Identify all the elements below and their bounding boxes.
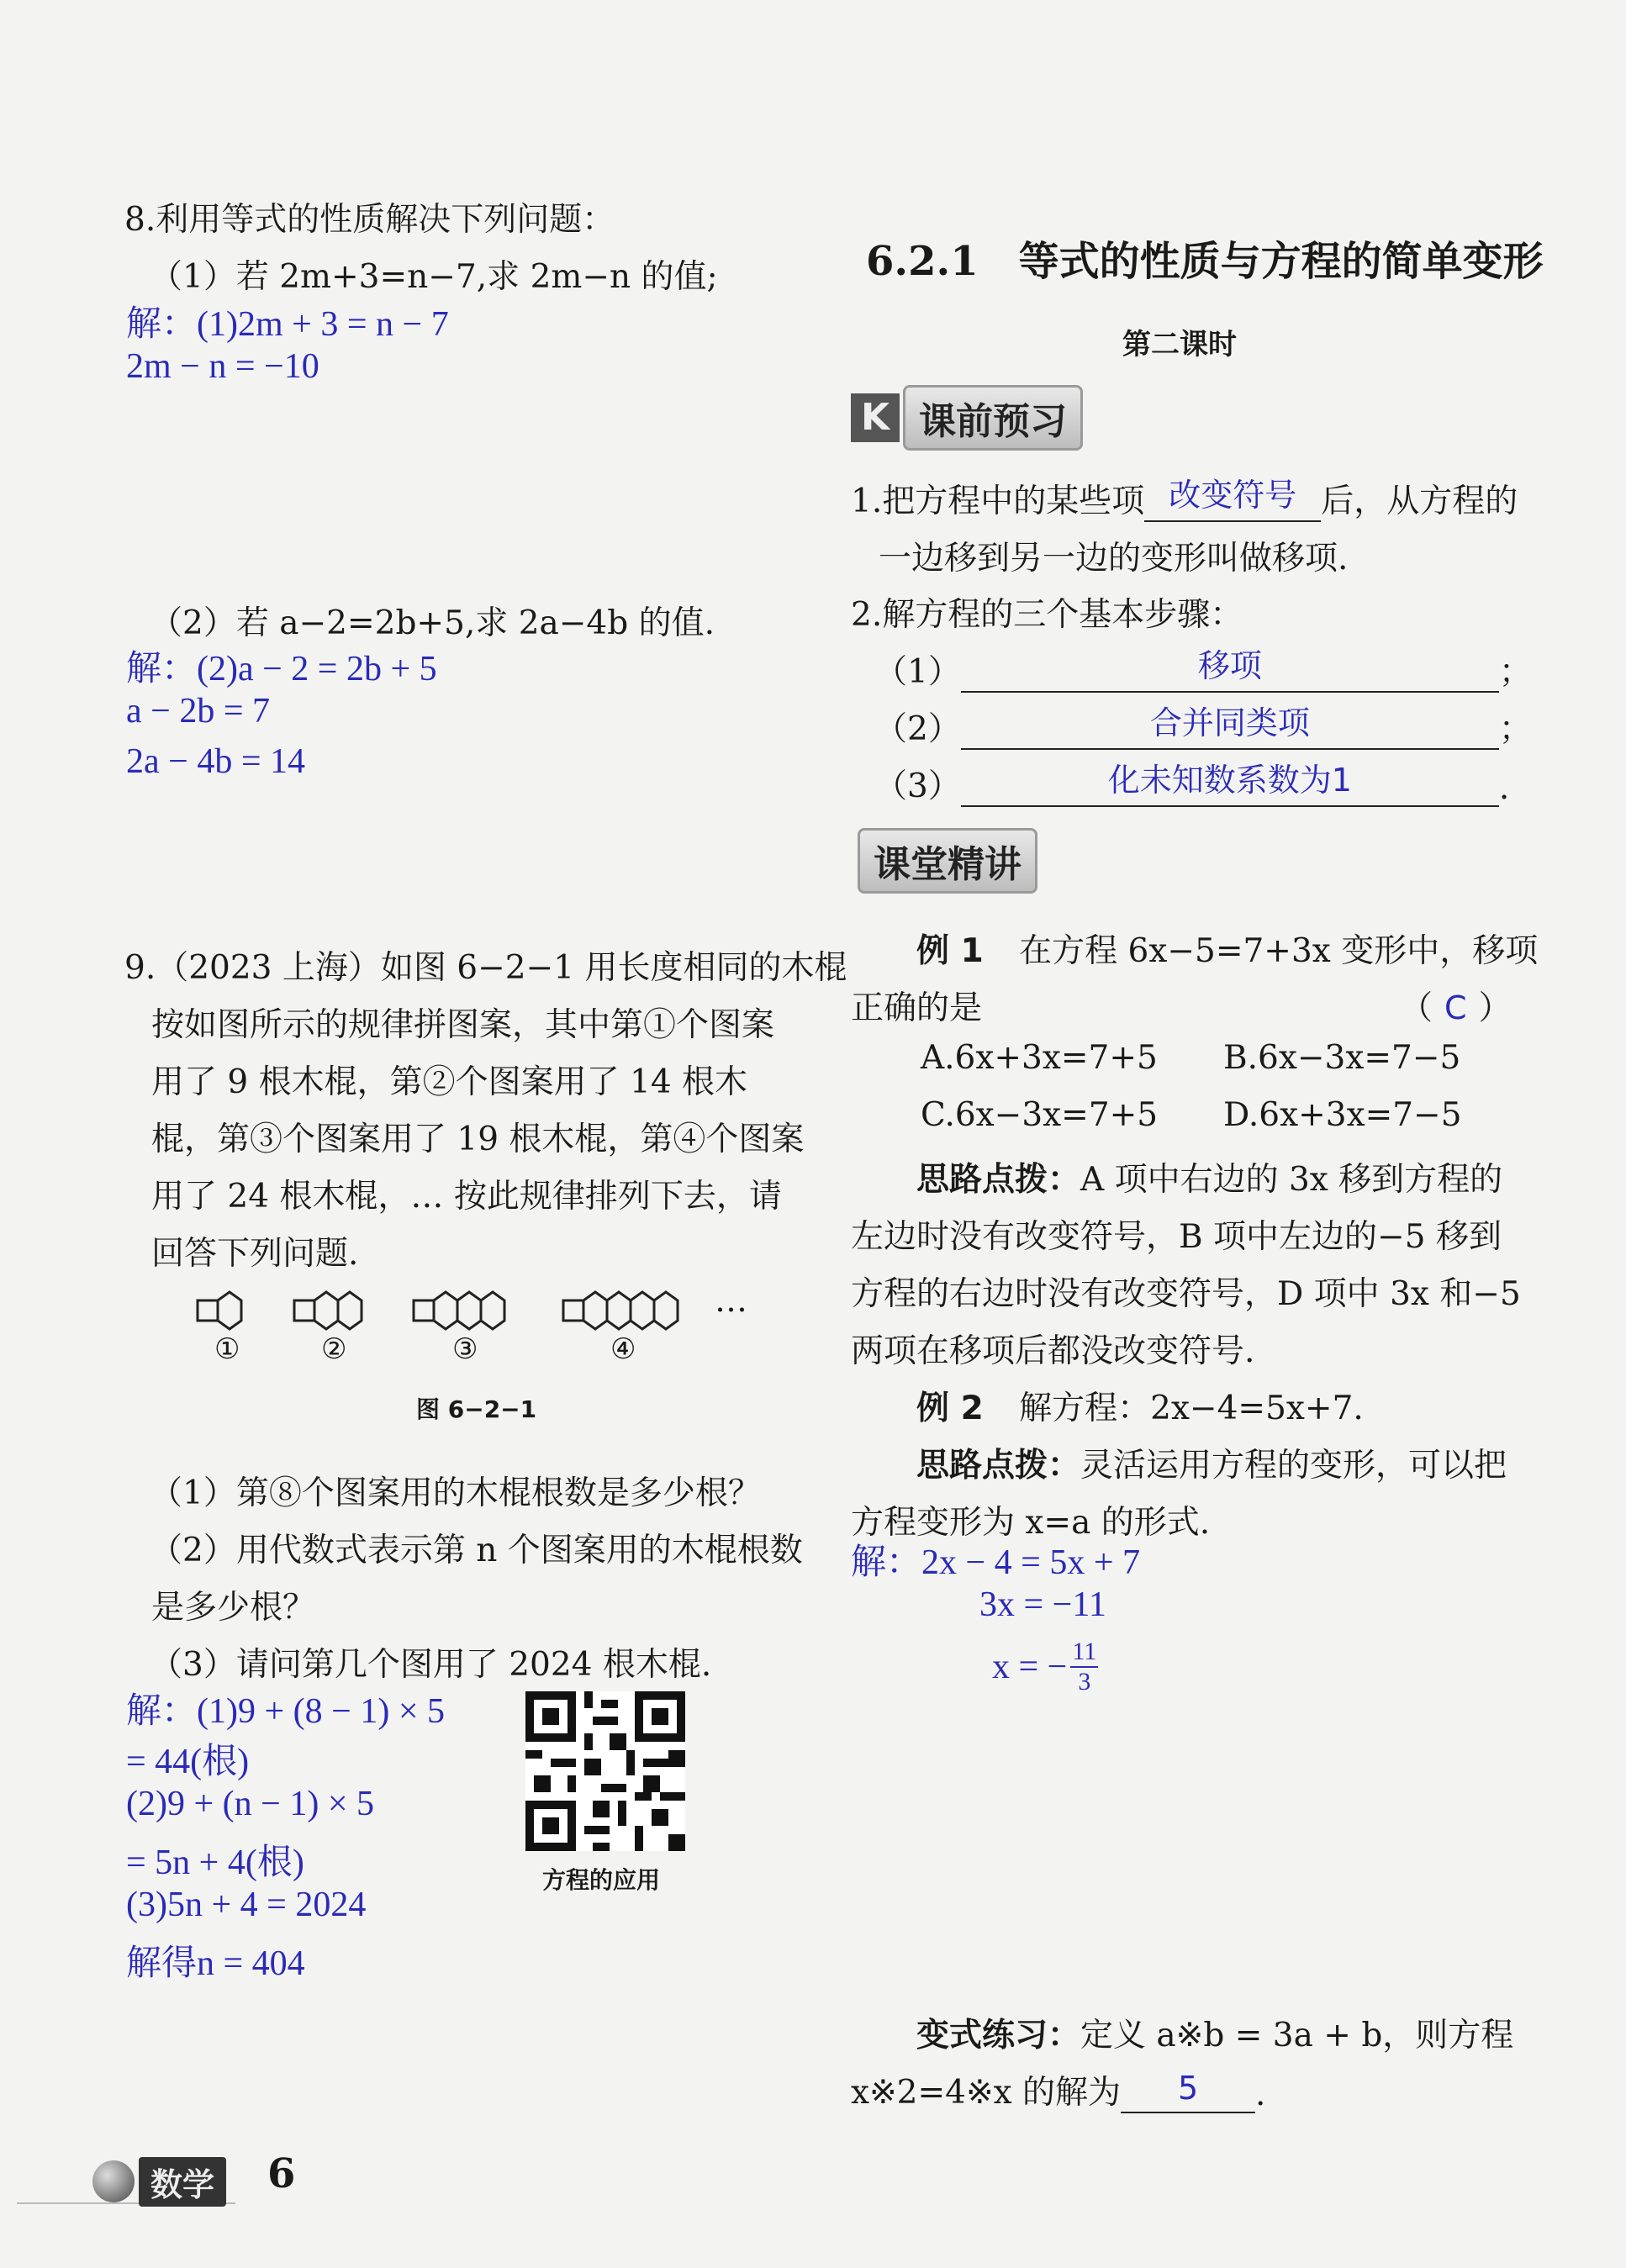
q9-line: 回答下列问题. (151, 1235, 359, 1273)
preview-q2: 2.解方程的三个基本步骤： (851, 596, 1243, 634)
q8-answer-line: 解：(1)2m + 3 = n − 7 (126, 305, 449, 344)
q9-subquestion: （3）请问第几个图用了 2024 根木棍. (150, 1646, 712, 1684)
step-num: （3） (874, 767, 961, 805)
step-end: . (1498, 769, 1510, 807)
q9-answer-line: (3)5n + 4 = 2024 (126, 1886, 367, 1924)
step-end: ； (1498, 653, 1532, 691)
qr-caption: 方程的应用 (542, 1866, 661, 1894)
preview-q1-text: 1.把方程中的某些项 (851, 483, 1145, 520)
variant-exercise (916, 2009, 1513, 2056)
pattern-label: ② (321, 1332, 347, 1366)
fill-answer: 合并同类项 (1149, 704, 1310, 741)
fill-answer: 化未知数系数为1 (1107, 762, 1352, 799)
q9-line: 用了 24 根木棍，… 按此规律排列下去，请 (151, 1178, 782, 1216)
q8-part2: （2）若 a−2=2b+5,求 2a−4b 的值. (150, 604, 715, 642)
q9-answer-line: (2)9 + (n − 1) × 5 (126, 1785, 375, 1823)
qr-code[interactable] (525, 1691, 685, 1851)
answer-bracket (1400, 982, 1512, 1029)
q8-part1: （1）若 2m+3=n−7,求 2m−n 的值; (150, 258, 718, 296)
example-label: 例 1 (916, 932, 984, 970)
hint1-line: 左边时没有改变符号，B 项中左边的−5 移到 (851, 1218, 1502, 1256)
step-num: （1） (874, 653, 961, 691)
preview-badge (851, 385, 1083, 451)
example1-text2: 正确的是 (851, 989, 983, 1027)
q9-line: 9.（2023 上海）如图 6−2−1 用长度相同的木棍 (124, 949, 847, 987)
lesson-title: 第二课时 (1122, 328, 1237, 361)
q9-answer-line: 解得n = 404 (126, 1944, 305, 1983)
fraction-denominator: 3 (1078, 1668, 1091, 1696)
q9-line: 按如图所示的规律拼图案，其中第①个图案 (151, 1006, 775, 1044)
pattern-label: ④ (610, 1332, 636, 1366)
q9-answer-line: = 5n + 4(根) (126, 1843, 304, 1882)
variant-label: 变式练习： (916, 2017, 1081, 2054)
step-row (874, 760, 1509, 807)
pattern-3 (414, 1292, 504, 1329)
q9-subquestion: 是多少根？ (151, 1589, 316, 1627)
figure-caption: 图 6−2−1 (416, 1395, 537, 1423)
page-number: 6 (267, 2150, 296, 2197)
pattern-ellipsis: … (715, 1282, 747, 1320)
variant-text: x※2=4※x 的解为 (851, 2074, 1122, 2112)
fill-answer: 5 (1177, 2070, 1199, 2107)
preview-q1 (851, 475, 1518, 522)
pattern-1 (198, 1292, 241, 1329)
preview-badge-label: 课前预习 (903, 385, 1083, 451)
q8-answer-line: 解：(2)a − 2 = 2b + 5 (126, 650, 437, 688)
example1-text: 在方程 6x−5=7+3x 变形中，移项 (1019, 932, 1539, 970)
q9-answer-line: = 44(根) (126, 1743, 250, 1781)
option-a: A.6x+3x=7+5 (921, 1039, 1158, 1077)
section-title: 6.2.1 等式的性质与方程的简单变形 (866, 238, 1544, 285)
q8-title: 8.利用等式的性质解决下列问题： (124, 201, 615, 239)
hint-text: 灵活运用方程的变形，可以把 (1080, 1447, 1507, 1485)
choice-answer: C (1444, 989, 1467, 1026)
example1-label (916, 925, 1538, 972)
variant-end: . (1255, 2075, 1266, 2113)
footer-subject: 数学 (139, 2157, 226, 2207)
step-end: ； (1498, 710, 1532, 748)
q8-answer-line: a − 2b = 7 (126, 692, 271, 731)
hint2-line (916, 1439, 1507, 1486)
q9-subquestion: （2）用代数式表示第 n 个图案用的木棍根数 (150, 1532, 803, 1569)
footer-dot-icon (92, 2160, 135, 2202)
example2-text: 解方程：2x−4=5x+7. (1019, 1390, 1364, 1427)
q8-answer-line: 2m − n = −10 (126, 347, 319, 386)
fill-blank (1121, 2070, 1255, 2113)
fill-answer: 移项 (1197, 647, 1262, 684)
fill-answer: 改变符号 (1169, 477, 1297, 514)
example2 (916, 1382, 1364, 1429)
variant-exercise-line2 (851, 2066, 1265, 2113)
ex2-answer-text: x = − (992, 1648, 1068, 1686)
fill-blank (961, 647, 1499, 693)
hint-label: 思路点拨： (916, 1161, 1081, 1199)
q9-line: 棍，第③个图案用了 19 根木棍，第④个图案 (151, 1121, 805, 1158)
ex2-answer-line (992, 1638, 1098, 1696)
step-row (874, 646, 1532, 693)
bracket-left: （ (1400, 989, 1433, 1027)
option-b: B.6x−3x=7−5 (1223, 1039, 1461, 1077)
step-row (874, 703, 1532, 750)
option-d: D.6x+3x=7−5 (1223, 1096, 1462, 1134)
fill-blank (1144, 477, 1321, 522)
option-c: C.6x−3x=7+5 (921, 1096, 1159, 1134)
preview-q1-text: 后，从方程的 (1321, 483, 1518, 520)
ex2-answer-line: 3x = −11 (979, 1585, 1106, 1624)
step-num: （2） (874, 710, 961, 748)
q9-line: 用了 9 根木棍，第②个图案用了 14 根木 (151, 1063, 748, 1101)
hint1-line (916, 1153, 1502, 1200)
hint2-line: 方程变形为 x=a 的形式. (851, 1504, 1211, 1542)
bracket-right: ） (1478, 989, 1512, 1027)
ex2-answer-line: 解：2x − 4 = 5x + 7 (851, 1543, 1141, 1582)
hint1-line: 方程的右边时没有改变符号，D 项中 3x 和−5 (851, 1275, 1521, 1313)
fraction (1070, 1638, 1098, 1696)
variant-text: 定义 a※b = 3a + b，则方程 (1080, 2017, 1514, 2054)
preview-q1-cont: 一边移到另一边的变形叫做移项. (879, 540, 1349, 578)
fraction-numerator: 11 (1070, 1638, 1098, 1668)
hint-text: A 项中右边的 3x 移到方程的 (1080, 1161, 1503, 1199)
example-label: 例 2 (916, 1390, 984, 1427)
k-icon: K (851, 393, 900, 442)
pattern-4 (563, 1292, 678, 1329)
pattern-2 (294, 1292, 362, 1329)
pattern-label: ① (214, 1332, 240, 1366)
fill-blank (961, 762, 1499, 807)
q9-subquestion: （1）第⑧个图案用的木棍根数是多少根？ (150, 1474, 761, 1512)
fill-blank (961, 704, 1499, 750)
q9-answer-line: 解：(1)9 + (8 − 1) × 5 (126, 1692, 446, 1731)
class-badge: 课堂精讲 (858, 828, 1037, 894)
q8-answer-line: 2a − 4b = 14 (126, 742, 306, 781)
hint-label: 思路点拨： (916, 1447, 1081, 1485)
pattern-label: ③ (452, 1332, 478, 1366)
hint1-line: 两项在移项后都没改变符号. (851, 1332, 1255, 1370)
